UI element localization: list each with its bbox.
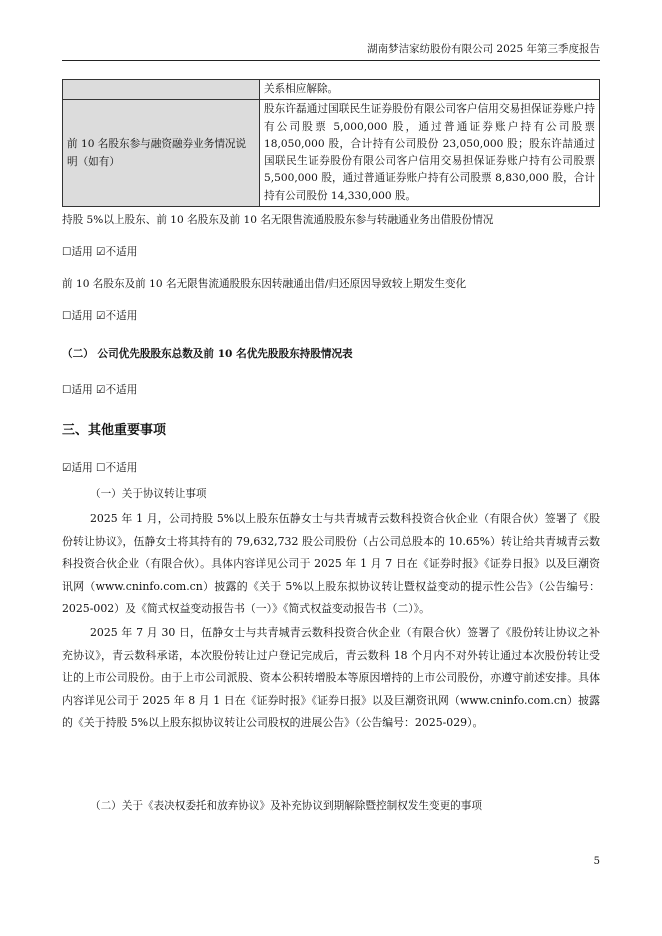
subsection-2-heading: （二）关于《表决权委托和放弃协议》及补充协议到期解除暨控制权发生变更的事项 (90, 800, 482, 812)
applicability-option: ☐适用 ☑不适用 (62, 384, 138, 396)
applicability-option: ☐适用 ☑不适用 (62, 246, 138, 258)
table-row (63, 80, 600, 100)
lending-title: 持股 5%以上股东、前 10 名股东及前 10 名无限售流通股股东参与转融通业务出借股份情况 (62, 214, 494, 226)
change-title: 前 10 名股东及前 10 名无限售流通股股东因转融通出借/归还原因导致较上期发生变化 (62, 278, 467, 290)
paragraph-agreement-transfer: 2025 年 1 月，公司持股 5%以上股东伍静女士与共青城青云数科投资合伙企业（有限合伙）签署了《股份转让协议》，伍静女士将其持有的 79,632,732 股公司股份（占公司总股本的 10.65%）转让给共青城青云数科投资合伙企业（有限合伙）。具体内容详见公司于 2025 年 1 月 7 日在《证券时报》《证券日报》以及巨潮资讯网（www.cninfo.com.cn）披露的《关于 5%以上股东拟协议转让暨权益变动的提示性公告》（公告编号：2025-002）及《简式权益变动报告书（一）》《简式权益变动报告书（二）》。 (62, 512, 600, 615)
applicability-option: ☑适用 ☐不适用 (62, 462, 138, 474)
header-title: 湖南梦洁家纺股份有限公司 2025 年第三季度报告 (367, 43, 600, 55)
table-label-cell-empty (63, 80, 260, 100)
table-value-cell: 股东许磊通过国联民生证券股份有限公司客户信用交易担保证券账户持有公司股票 5,000,000 股，通过普通证券账户持有公司股票 18,050,000 股，合计持有公司股份 23,050,000 股；股东许喆通过国联民生证券股份有限公司客户信用交易担保证券账户持有公司股票 5,500,000 股，通过普通证券账户持有公司股票 8,830,000 股，合计持有公司股份 14,330,000 股。 (260, 100, 600, 207)
subsection-1-heading: （一）关于协议转让事项 (90, 488, 207, 500)
applicability-option: ☐适用 ☑不适用 (62, 310, 138, 322)
table-label-cell: 前 10 名股东参与融资融券业务情况说明（如有） (63, 100, 260, 207)
page-number: 5 (593, 856, 600, 867)
preferred-shares-heading: （二） 公司优先股股东总数及前 10 名优先股股东持股情况表 (62, 348, 353, 360)
shareholder-info-table (62, 79, 600, 207)
paragraph-supplement-agreement: 2025 年 7 月 30 日，伍静女士与共青城青云数科投资合伙企业（有限合伙）签署了《股份转让协议之补充协议》，青云数科承诺，本次股份转让过户登记完成后，青云数科 18 个月内不对外转让通过本次股份转让受让的上市公司股份。由于上市公司派股、资本公积转增股本等原因增持的上市公司股份，亦遵守前述安排。具体内容详见公司于 2025 年 8 月 1 日在《证券时报》《证券日报》以及巨潮资讯网（www.cninfo.com.cn）披露的《关于持股 5%以上股东拟协议转让公司股权的进展公告》（公告编号：2025-029）。 (62, 626, 600, 729)
table-row (63, 100, 600, 207)
page-header (62, 38, 600, 61)
section-3-heading: 三、其他重要事项 (62, 423, 167, 438)
table-value-cell: 关系相应解除。 (260, 80, 600, 100)
